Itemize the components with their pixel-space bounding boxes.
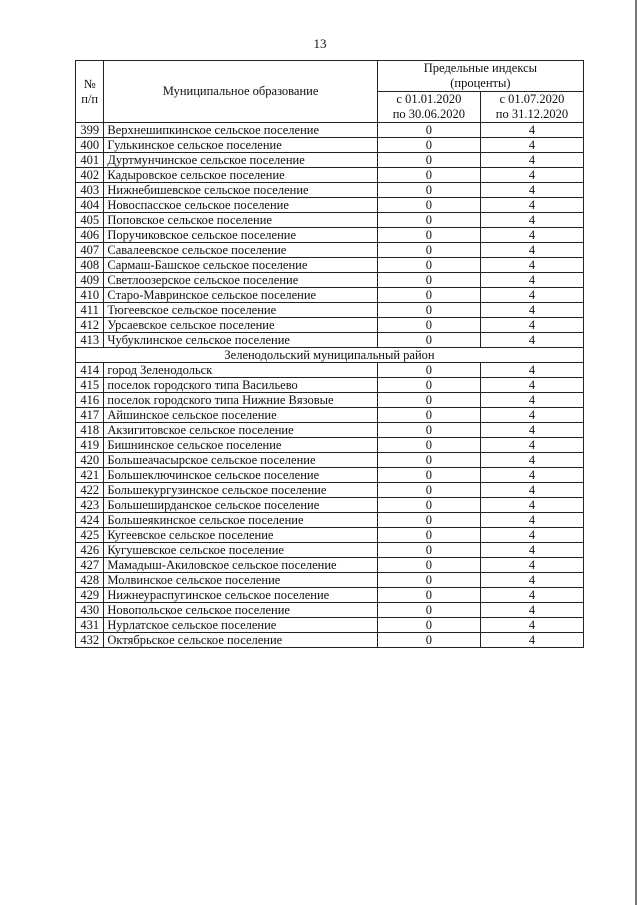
row-index-period-2: 4 bbox=[480, 123, 583, 138]
row-number: 413 bbox=[76, 333, 104, 348]
index-table bbox=[75, 60, 584, 648]
row-number: 423 bbox=[76, 498, 104, 513]
row-index-period-1: 0 bbox=[377, 453, 480, 468]
row-municipality: Нижнеураспугинское сельское поселение bbox=[104, 588, 377, 603]
page-number: 13 bbox=[313, 36, 327, 51]
page-edge bbox=[632, 0, 640, 905]
row-municipality: Мамадыш-Акиловское сельское поселение bbox=[104, 558, 377, 573]
row-number: 416 bbox=[76, 393, 104, 408]
row-municipality: Нижнебишевское сельское поселение bbox=[104, 183, 377, 198]
table-row bbox=[76, 543, 584, 558]
row-index-period-2: 4 bbox=[480, 408, 583, 423]
row-index-period-2: 4 bbox=[480, 228, 583, 243]
table-row bbox=[76, 558, 584, 573]
row-index-period-2: 4 bbox=[480, 213, 583, 228]
row-index-period-1: 0 bbox=[377, 198, 480, 213]
row-number: 400 bbox=[76, 138, 104, 153]
row-number: 417 bbox=[76, 408, 104, 423]
row-number: 409 bbox=[76, 273, 104, 288]
table-row bbox=[76, 183, 584, 198]
header-indices: Предельные индексы (проценты) bbox=[377, 61, 583, 92]
row-municipality: Молвинское сельское поселение bbox=[104, 573, 377, 588]
row-municipality: Большеякинское сельское поселение bbox=[104, 513, 377, 528]
row-number: 403 bbox=[76, 183, 104, 198]
row-index-period-2: 4 bbox=[480, 633, 583, 648]
row-index-period-2: 4 bbox=[480, 558, 583, 573]
row-index-period-2: 4 bbox=[480, 573, 583, 588]
row-municipality: Урсаевское сельское поселение bbox=[104, 318, 377, 333]
row-index-period-1: 0 bbox=[377, 333, 480, 348]
table-row bbox=[76, 513, 584, 528]
row-number: 425 bbox=[76, 528, 104, 543]
table-row bbox=[76, 288, 584, 303]
row-number: 432 bbox=[76, 633, 104, 648]
row-index-period-2: 4 bbox=[480, 303, 583, 318]
row-index-period-2: 4 bbox=[480, 423, 583, 438]
row-index-period-1: 0 bbox=[377, 483, 480, 498]
row-index-period-2: 4 bbox=[480, 153, 583, 168]
table-row bbox=[76, 603, 584, 618]
row-index-period-2: 4 bbox=[480, 393, 583, 408]
row-index-period-1: 0 bbox=[377, 273, 480, 288]
row-index-period-2: 4 bbox=[480, 468, 583, 483]
row-index-period-1: 0 bbox=[377, 498, 480, 513]
section-title: Зеленодольский муниципальный район bbox=[76, 348, 584, 363]
row-index-period-1: 0 bbox=[377, 528, 480, 543]
section-row bbox=[76, 348, 584, 363]
table-row bbox=[76, 438, 584, 453]
row-municipality: Сармаш-Башское сельское поселение bbox=[104, 258, 377, 273]
row-number: 399 bbox=[76, 123, 104, 138]
row-index-period-1: 0 bbox=[377, 468, 480, 483]
row-index-period-2: 4 bbox=[480, 378, 583, 393]
row-municipality: Тюгеевское сельское поселение bbox=[104, 303, 377, 318]
table-row bbox=[76, 123, 584, 138]
row-number: 418 bbox=[76, 423, 104, 438]
row-number: 407 bbox=[76, 243, 104, 258]
row-municipality: Светлоозерское сельское поселение bbox=[104, 273, 377, 288]
row-index-period-1: 0 bbox=[377, 618, 480, 633]
row-municipality: Кадыровское сельское поселение bbox=[104, 168, 377, 183]
table-row bbox=[76, 258, 584, 273]
row-index-period-1: 0 bbox=[377, 213, 480, 228]
row-municipality: Чубуклинское сельское поселение bbox=[104, 333, 377, 348]
row-number: 401 bbox=[76, 153, 104, 168]
row-number: 427 bbox=[76, 558, 104, 573]
row-number: 430 bbox=[76, 603, 104, 618]
table-row bbox=[76, 153, 584, 168]
row-municipality: город Зеленодольск bbox=[104, 363, 377, 378]
row-index-period-2: 4 bbox=[480, 498, 583, 513]
row-municipality: Новоспасское сельское поселение bbox=[104, 198, 377, 213]
row-index-period-1: 0 bbox=[377, 288, 480, 303]
row-municipality: поселок городского типа Нижние Вязовые bbox=[104, 393, 377, 408]
table-row bbox=[76, 408, 584, 423]
row-index-period-1: 0 bbox=[377, 558, 480, 573]
row-number: 428 bbox=[76, 573, 104, 588]
header-municipality: Муниципальное образование bbox=[104, 61, 377, 123]
table-row bbox=[76, 273, 584, 288]
table-row bbox=[76, 618, 584, 633]
row-index-period-1: 0 bbox=[377, 423, 480, 438]
row-number: 408 bbox=[76, 258, 104, 273]
row-index-period-1: 0 bbox=[377, 603, 480, 618]
row-number: 429 bbox=[76, 588, 104, 603]
row-index-period-1: 0 bbox=[377, 303, 480, 318]
table-row bbox=[76, 303, 584, 318]
row-municipality: Большеключинское сельское поселение bbox=[104, 468, 377, 483]
header-row bbox=[76, 61, 584, 92]
row-index-period-2: 4 bbox=[480, 243, 583, 258]
row-index-period-1: 0 bbox=[377, 183, 480, 198]
row-index-period-2: 4 bbox=[480, 603, 583, 618]
row-index-period-2: 4 bbox=[480, 483, 583, 498]
row-number: 420 bbox=[76, 453, 104, 468]
row-municipality: поселок городского типа Васильево bbox=[104, 378, 377, 393]
row-municipality: Октябрьское сельское поселение bbox=[104, 633, 377, 648]
row-number: 406 bbox=[76, 228, 104, 243]
table-row bbox=[76, 588, 584, 603]
table-row bbox=[76, 573, 584, 588]
row-municipality: Гулькинское сельское поселение bbox=[104, 138, 377, 153]
row-number: 419 bbox=[76, 438, 104, 453]
row-index-period-1: 0 bbox=[377, 438, 480, 453]
row-index-period-2: 4 bbox=[480, 318, 583, 333]
row-municipality: Верхнешипкинское сельское поселение bbox=[104, 123, 377, 138]
row-municipality: Поручиковское сельское поселение bbox=[104, 228, 377, 243]
row-index-period-2: 4 bbox=[480, 543, 583, 558]
table-row bbox=[76, 468, 584, 483]
row-index-period-2: 4 bbox=[480, 438, 583, 453]
row-index-period-2: 4 bbox=[480, 528, 583, 543]
row-municipality: Айшинское сельское поселение bbox=[104, 408, 377, 423]
table-row bbox=[76, 423, 584, 438]
row-index-period-1: 0 bbox=[377, 258, 480, 273]
table-row bbox=[76, 498, 584, 513]
row-index-period-2: 4 bbox=[480, 618, 583, 633]
row-number: 414 bbox=[76, 363, 104, 378]
row-municipality: Новопольское сельское поселение bbox=[104, 603, 377, 618]
row-municipality: Большекургузинское сельское поселение bbox=[104, 483, 377, 498]
row-index-period-2: 4 bbox=[480, 288, 583, 303]
table-row bbox=[76, 198, 584, 213]
row-municipality: Большеачасырское сельское поселение bbox=[104, 453, 377, 468]
row-number: 411 bbox=[76, 303, 104, 318]
table-row bbox=[76, 228, 584, 243]
table-row bbox=[76, 363, 584, 378]
row-number: 412 bbox=[76, 318, 104, 333]
table-row bbox=[76, 378, 584, 393]
row-index-period-2: 4 bbox=[480, 513, 583, 528]
table-row bbox=[76, 453, 584, 468]
table-body bbox=[76, 123, 584, 648]
header-number: № п/п bbox=[76, 61, 104, 123]
row-index-period-1: 0 bbox=[377, 318, 480, 333]
row-index-period-1: 0 bbox=[377, 378, 480, 393]
row-index-period-2: 4 bbox=[480, 198, 583, 213]
row-municipality: Поповское сельское поселение bbox=[104, 213, 377, 228]
table-row bbox=[76, 333, 584, 348]
row-number: 405 bbox=[76, 213, 104, 228]
row-index-period-1: 0 bbox=[377, 123, 480, 138]
row-index-period-1: 0 bbox=[377, 588, 480, 603]
row-index-period-2: 4 bbox=[480, 138, 583, 153]
table-row bbox=[76, 318, 584, 333]
table-row bbox=[76, 213, 584, 228]
row-municipality: Старо-Мавринское сельское поселение bbox=[104, 288, 377, 303]
row-number: 404 bbox=[76, 198, 104, 213]
row-index-period-1: 0 bbox=[377, 138, 480, 153]
row-number: 424 bbox=[76, 513, 104, 528]
table-row bbox=[76, 138, 584, 153]
row-index-period-2: 4 bbox=[480, 453, 583, 468]
row-index-period-2: 4 bbox=[480, 183, 583, 198]
table-row bbox=[76, 483, 584, 498]
row-municipality: Нурлатское сельское поселение bbox=[104, 618, 377, 633]
row-municipality: Кугеевское сельское поселение bbox=[104, 528, 377, 543]
row-index-period-1: 0 bbox=[377, 168, 480, 183]
row-index-period-1: 0 bbox=[377, 408, 480, 423]
row-index-period-1: 0 bbox=[377, 393, 480, 408]
row-municipality: Савалеевское сельское поселение bbox=[104, 243, 377, 258]
row-index-period-2: 4 bbox=[480, 258, 583, 273]
row-number: 410 bbox=[76, 288, 104, 303]
table-row bbox=[76, 168, 584, 183]
row-index-period-2: 4 bbox=[480, 273, 583, 288]
table-row bbox=[76, 243, 584, 258]
header-period-2: с 01.07.2020 по 31.12.2020 bbox=[480, 92, 583, 123]
table-row bbox=[76, 393, 584, 408]
row-index-period-1: 0 bbox=[377, 243, 480, 258]
row-municipality: Кугушевское сельское поселение bbox=[104, 543, 377, 558]
row-number: 421 bbox=[76, 468, 104, 483]
header-period-1: с 01.01.2020 по 30.06.2020 bbox=[377, 92, 480, 123]
row-number: 426 bbox=[76, 543, 104, 558]
row-index-period-2: 4 bbox=[480, 363, 583, 378]
row-index-period-1: 0 bbox=[377, 153, 480, 168]
row-number: 431 bbox=[76, 618, 104, 633]
table-row bbox=[76, 528, 584, 543]
row-index-period-1: 0 bbox=[377, 228, 480, 243]
row-index-period-1: 0 bbox=[377, 513, 480, 528]
row-number: 422 bbox=[76, 483, 104, 498]
row-index-period-2: 4 bbox=[480, 333, 583, 348]
row-municipality: Бишнинское сельское поселение bbox=[104, 438, 377, 453]
row-number: 402 bbox=[76, 168, 104, 183]
row-index-period-2: 4 bbox=[480, 588, 583, 603]
row-index-period-1: 0 bbox=[377, 363, 480, 378]
table-row bbox=[76, 633, 584, 648]
row-index-period-1: 0 bbox=[377, 543, 480, 558]
row-municipality: Большеширданское сельское поселение bbox=[104, 498, 377, 513]
row-municipality: Акзигитовское сельское поселение bbox=[104, 423, 377, 438]
row-index-period-2: 4 bbox=[480, 168, 583, 183]
row-number: 415 bbox=[76, 378, 104, 393]
row-index-period-1: 0 bbox=[377, 573, 480, 588]
row-index-period-1: 0 bbox=[377, 633, 480, 648]
row-municipality: Дуртмунчинское сельское поселение bbox=[104, 153, 377, 168]
